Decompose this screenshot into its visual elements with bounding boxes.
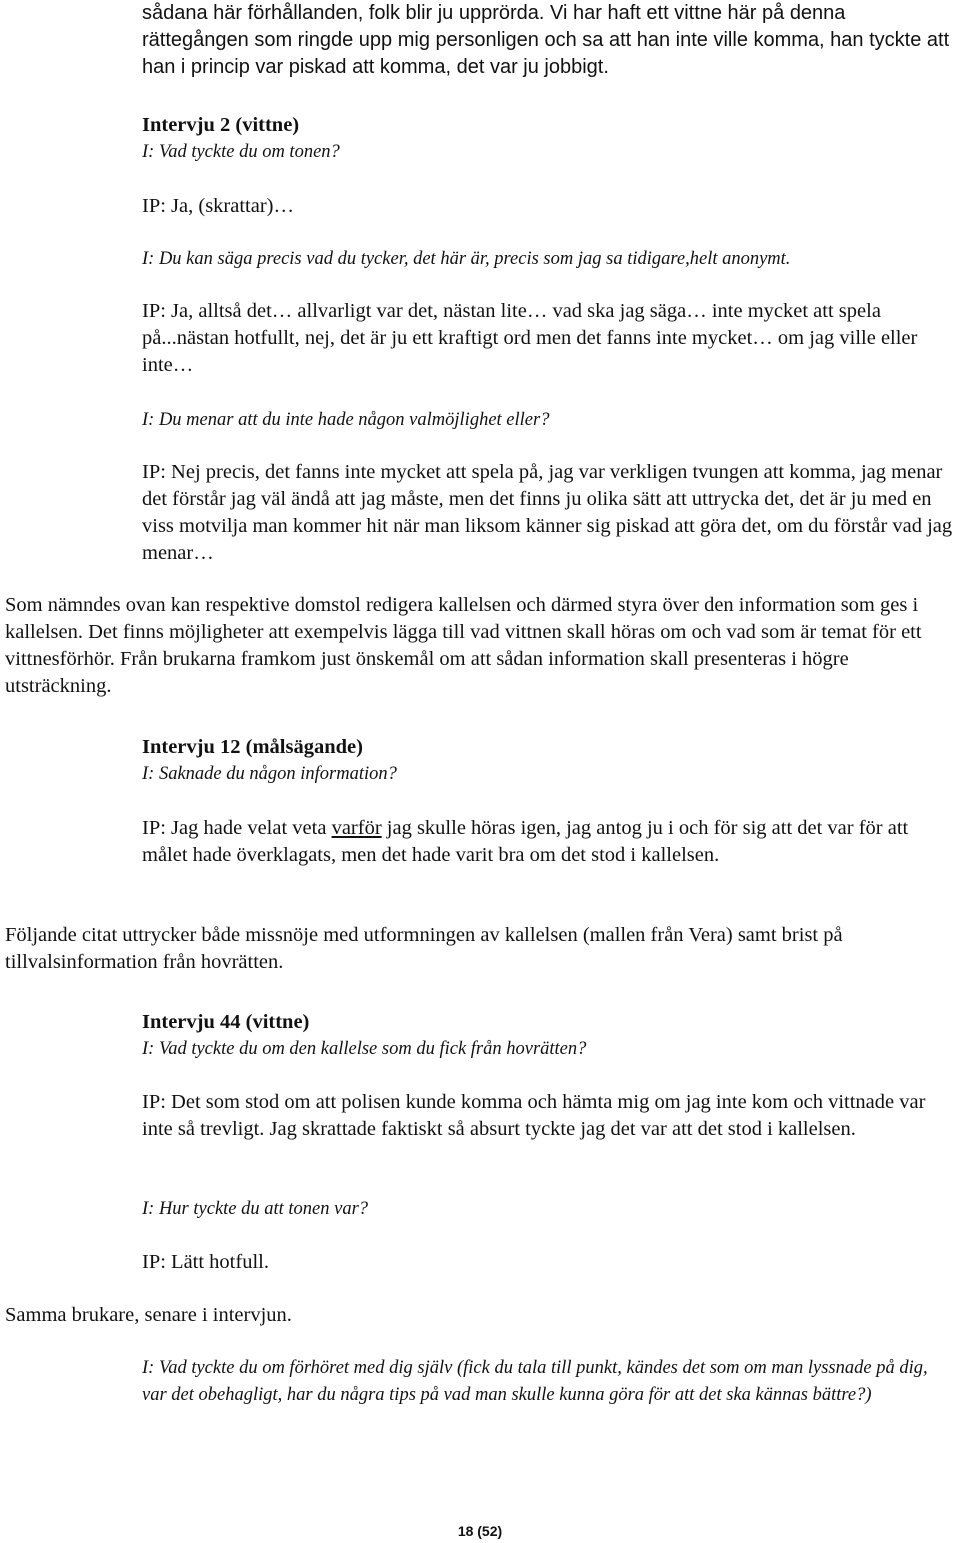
interview-12-header: [142, 734, 954, 788]
interview-2-answer-2: IP: Ja, alltså det… allvarligt var det, nästan lite… vad ska jag säga… inte mycket att spela på...nästan hotfullt, nej, det är ju ett kraftigt ord men det fanns inte mycket… om jag ville eller inte…: [142, 300, 918, 376]
interview-2-answer-3: IP: Nej precis, det fanns inte mycket att spela på, jag var verkligen tvungen att komma, jag menar det förstår jag väl ändå att jag måste, men det finns ju olika sätt att uttrycka det, det är ju med en viss motvilja man kommer hit när man liksom känner sig piskad att göra det, om du förstår vad jag menar…: [142, 461, 953, 564]
interview-2-heading: Intervju 2 (vittne): [142, 114, 300, 136]
underlined-word: varför: [331, 817, 382, 839]
answer-text-end: jag skulle höras igen, jag antog ju i och för sig att det var för att målet hade överklagats, men det hade varit bra om det stod i kallelsen.: [142, 817, 909, 866]
interview-2-question-1: I: Vad tyckte du om tonen?: [142, 142, 340, 162]
interview-44-question-2: I: Hur tyckte du att tonen var?: [142, 1199, 369, 1219]
page-number: 18 (52): [457, 1523, 503, 1539]
body-paragraph-2: Följande citat uttrycker både missnöje med utformningen av kallelsen (mallen från Vera) samt brist på tillvalsinformation från hovrätten.: [5, 924, 843, 973]
interview-44-heading: Intervju 44 (vittne): [142, 1011, 310, 1033]
interview-44-header: [142, 1009, 954, 1063]
final-question: I: Vad tyckte du om förhöret med dig själv (fick du tala till punkt, kändes det som om man lyssnade på dig, var det obehagligt, har du några tips på vad man skulle kunna göra för att det ska kännas bättre?): [142, 1358, 928, 1405]
interview-12-answer-1: [142, 815, 954, 869]
body-paragraph-1: Som nämndes ovan kan respektive domstol redigera kallelsen och därmed styra över den information som ges i kallelsen. Det finns möjligheter att exempelvis lägga till vad vittnen skall höras om och vad som är temat för ett vittnesförhör. Från brukarna framkom just önskemål om att sådan information skall presenteras i högre utsträckning.: [5, 594, 922, 697]
interview-2-answer-1: IP: Ja, (skrattar)…: [142, 195, 294, 217]
interview-12-heading: Intervju 12 (målsägande): [142, 736, 363, 758]
body-paragraph-3: Samma brukare, senare i intervjun.: [5, 1304, 292, 1326]
interview-44-answer-2: IP: Lätt hotfull.: [142, 1251, 269, 1273]
interview-44-question-1: I: Vad tyckte du om den kallelse som du fick från hovrätten?: [142, 1039, 587, 1059]
interview-2-question-2: I: Du kan säga precis vad du tycker, det här är, precis som jag sa tidigare,helt anonymt.: [142, 249, 791, 269]
interview-44-answer-1: IP: Det som stod om att polisen kunde komma och hämta mig om jag inte kom och vittnade var inte så trevligt. Jag skrattade faktiskt så absurt tyckte jag det var att det stod i kallelsen.: [142, 1091, 926, 1140]
interview-2-question-3: I: Du menar att du inte hade någon valmöjlighet eller?: [142, 410, 550, 430]
interview-12-question-1: I: Saknade du någon information?: [142, 764, 397, 784]
answer-text-start: IP: Jag hade velat veta: [142, 817, 332, 839]
continuation-paragraph: sådana här förhållanden, folk blir ju upprörda. Vi har haft ett vittne här på denna rättegången som ringde upp mig personligen och sa att han inte ville komma, han tyckte att han i princip var piskad att komma, det var ju jobbigt.: [142, 2, 950, 78]
interview-2-header: [142, 112, 954, 166]
